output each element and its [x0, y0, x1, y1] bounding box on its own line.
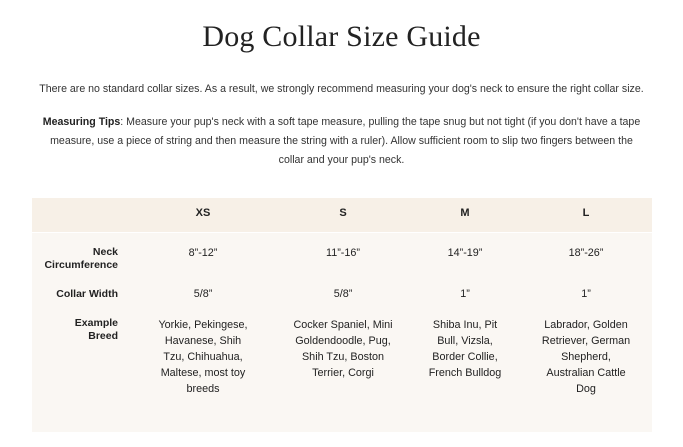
- column-header-m: M: [460, 207, 470, 219]
- cell-m-neck: 14”-19”: [447, 247, 483, 259]
- cell-s-breed: Cocker Spaniel, Mini Goldendoodle, Pug, Shih Tzu, Boston Terrier, Corgi: [293, 319, 393, 379]
- cell-xs-breed: Yorkie, Pekingese, Havanese, Shih Tzu, Chihuahua, Maltese, most toy breeds: [158, 319, 248, 395]
- cell-s-width: 5/8”: [333, 288, 353, 300]
- page-title: Dog Collar Size Guide: [202, 20, 481, 53]
- cell-xs-width: 5/8”: [193, 288, 213, 300]
- row-label-line: Neck: [92, 246, 118, 258]
- row-label-line: Collar Width: [56, 288, 118, 300]
- cell-l-width: 1”: [581, 288, 591, 300]
- size-table: [32, 198, 652, 432]
- row-label-line: Example: [74, 317, 118, 329]
- cell-s-neck: 11”-16”: [325, 247, 360, 259]
- cell-xs-neck: 8”-12”: [188, 247, 218, 259]
- cell-l-neck: 18”-26”: [568, 247, 604, 259]
- row-label-neck-circumference: [32, 246, 118, 272]
- measuring-tips-text: : Measure your pup's neck with a soft tape measure, pulling the tape snug but not tight (if you don't have a tape measure, use a piece of string and then measure the string with a ruler). Allow sufficient room to slip two fingers between the collar and your pup's neck.: [50, 116, 641, 166]
- row-label-line: Circumference: [44, 259, 118, 271]
- cell-m-breed: Shiba Inu, Pit Bull, Vizsla, Border Collie, French Bulldog: [428, 319, 502, 379]
- measuring-tips-label: Measuring Tips: [42, 116, 121, 128]
- row-label-collar-width: [32, 288, 118, 301]
- cell-l-breed: Labrador, Golden Retriever, German Shepherd, Australian Cattle Dog: [541, 319, 631, 395]
- column-header-l: L: [582, 207, 590, 219]
- measuring-tips: [36, 113, 647, 170]
- row-label-example-breed: [32, 317, 118, 343]
- intro-text: There are no standard collar sizes. As a result, we strongly recommend measuring your dog's neck to ensure the right collar size.: [39, 83, 644, 95]
- column-header-s: S: [339, 207, 347, 219]
- table-header-row: [32, 198, 652, 233]
- column-header-xs: XS: [195, 207, 211, 219]
- row-label-line: Breed: [88, 330, 118, 342]
- cell-m-width: 1”: [460, 288, 470, 300]
